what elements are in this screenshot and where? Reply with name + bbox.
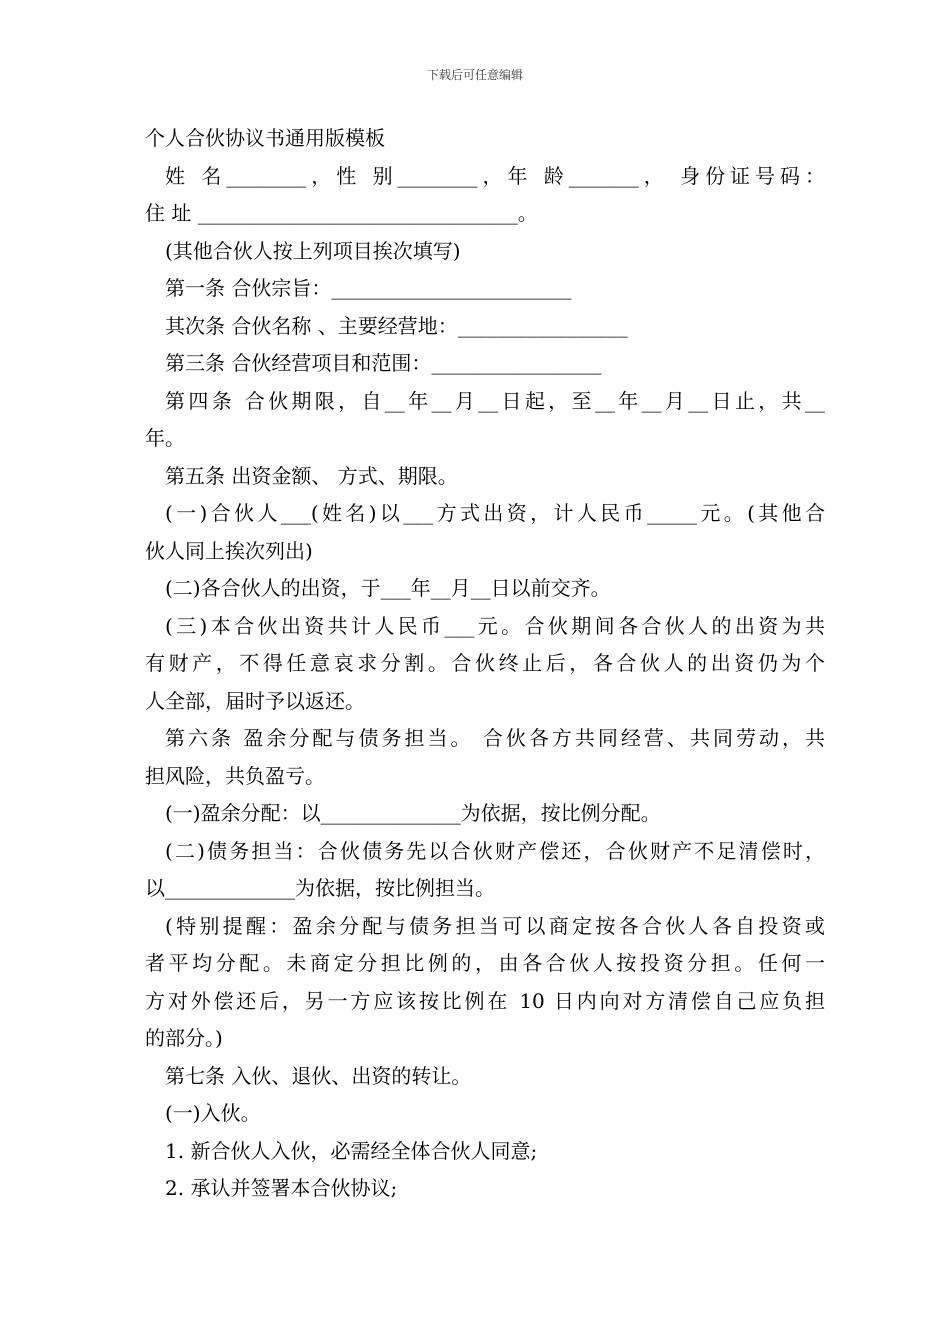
text-line: (二)各合伙人的出资，于___年__月__日以前交齐。 [165, 576, 611, 600]
text-line: 的部分。) [145, 1026, 223, 1050]
text-line: 其次条 合伙名称 、主要经营地：_________________ [165, 313, 628, 338]
page-header: 下载后可任意编辑 [426, 68, 523, 82]
text-line: 年。 [145, 426, 185, 450]
text-line: 者平均分配。未商定分担比例的，由各合伙人按投资分担。任何一 [145, 951, 825, 975]
text-line: (一)入伙。 [165, 1101, 261, 1125]
text-line: 人全部，届时予以返还。 [145, 688, 365, 713]
text-line: 担风险，共负盈亏。 [145, 763, 325, 788]
text-line: 第五条 出资金额、 方式、期限。 [165, 463, 458, 488]
text-line: (二)债务担当：合伙债务先以合伙财产偿还，合伙财产不足清偿时， [165, 838, 825, 863]
text-line: (一)盈余分配：以______________为依据，按比例分配。 [165, 801, 661, 825]
text-line: (特别提醒：盈余分配与债务担当可以商定按各合伙人各自投资或 [165, 913, 825, 938]
text-line: 姓 名________，性 别________，年 龄_______， 身份证号码： [165, 163, 825, 188]
text-line: 第一条 合伙宗旨：________________________ [165, 276, 572, 300]
text-line: 第七条 入伙、退伙、出资的转让。 [165, 1063, 472, 1088]
text-line: 伙人同上挨次列出) [145, 538, 313, 563]
text-line: 方对外偿还后，另一方应该按比例在 10 日内向对方清偿自己应负担 [145, 988, 825, 1013]
text-line: 住 址 ________________________________。 [145, 201, 538, 225]
text-line: (三)本合伙出资共计人民币___元。合伙期间各合伙人的出资为共 [165, 613, 825, 638]
text-line: 第四条 合伙期限，自__年__月__日起，至__年__月__日止，共__ [165, 388, 825, 413]
text-line: 2. 承认并签署本合伙协议; [165, 1176, 398, 1200]
text-line: 有财产，不得任意哀求分割。合伙终止后，各合伙人的出资仍为个 [145, 651, 825, 675]
text-line: 第六条 盈余分配与债务担当。 合伙各方共同经营、共同劳动，共 [165, 726, 825, 750]
document-body [145, 120, 825, 1208]
text-line: (其他合伙人按上列项目挨次填写) [165, 238, 461, 263]
text-line: (一)合伙人___(姓名)以___方式出资，计人民币_____元。(其他合 [165, 501, 825, 525]
document-title: 个人合伙协议书通用版模板 [145, 126, 385, 150]
text-line: 1. 新合伙人入伙，必需经全体合伙人同意; [165, 1138, 538, 1163]
text-line: 第三条 合伙经营项目和范围：_________________ [165, 351, 602, 375]
text-line: 以_____________为依据，按比例担当。 [145, 876, 495, 900]
